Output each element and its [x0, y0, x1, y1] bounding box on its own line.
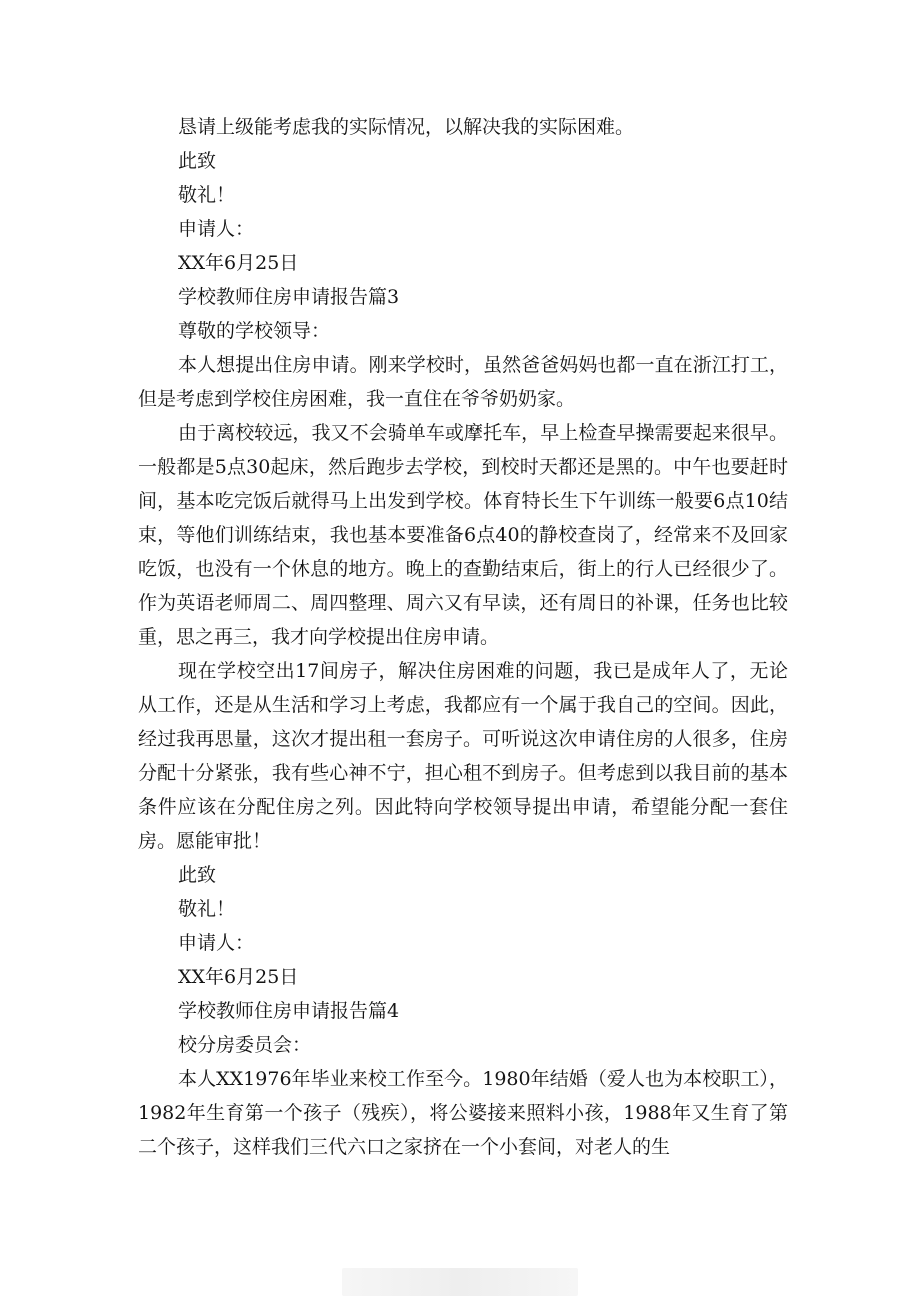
salutation-jingli: 敬礼！: [178, 184, 236, 206]
body-paragraph: 本人想提出住房申请。刚来学校时，虽然爸爸妈妈也都一直在浙江打工，但是考虑到学校住房困难，我一直住在爷爷奶奶家。: [138, 354, 788, 410]
document-body: [138, 110, 788, 1164]
section-title: 学校教师住房申请报告篇4: [178, 1000, 400, 1022]
greeting: 校分房委员会：: [178, 1034, 312, 1056]
body-paragraph: 现在学校空出17间房子，解决住房困难的问题，我已是成年人了，无论从工作，还是从生活和学习上考虑，我都应有一个属于我自己的空间。因此，经过我再思量，这次才提出租一套房子。可听说这次申请住房的人很多，住房分配十分紧张，我有些心神不宁，担心租不到房子。但考虑到以我目前的基本条件应该在分配住房之列。因此特向学校领导提出申请，希望能分配一套住房。愿能审批！: [138, 660, 788, 852]
body-paragraph: 由于离校较远，我又不会骑单车或摩托车，早上检查早操需要起来很早。一般都是5点30起床，然后跑步去学校，到校时天都还是黑的。中午也要赶时间，基本吃完饭后就得马上出发到学校。体育特长生下午训练一般要6点10结束，等他们训练结束，我也基本要准备6点40的静校查岗了，经常来不及回家吃饭，也没有一个休息的地方。晚上的查勤结束后，街上的行人已经很少了。作为英语老师周二、周四整理、周六又有早读，还有周日的补课，任务也比较重，思之再三，我才向学校提出住房申请。: [138, 422, 788, 648]
greeting: 尊敬的学校领导：: [178, 320, 331, 342]
applicant-label: 申请人：: [178, 932, 255, 954]
salutation-cizhi: 此致: [178, 864, 217, 886]
salutation-jingli: 敬礼！: [178, 898, 236, 920]
salutation-cizhi: 此致: [178, 150, 217, 172]
body-paragraph: 本人XX1976年毕业来校工作至今。1980年结婚（爱人也为本校职工），1982年生育第一个孩子（残疾），将公婆接来照料小孩，1988年又生育了第二个孩子，这样我们三代六口之家挤在一个小套间，对老人的生: [138, 1068, 788, 1158]
date-line: XX年6月25日: [178, 252, 299, 274]
section-title: 学校教师住房申请报告篇3: [178, 286, 400, 308]
request-closing-line: 恳请上级能考虑我的实际情况，以解决我的实际困难。: [178, 116, 635, 138]
applicant-label: 申请人：: [178, 218, 255, 240]
footer-bar: [342, 1268, 578, 1296]
date-line: XX年6月25日: [178, 966, 299, 988]
